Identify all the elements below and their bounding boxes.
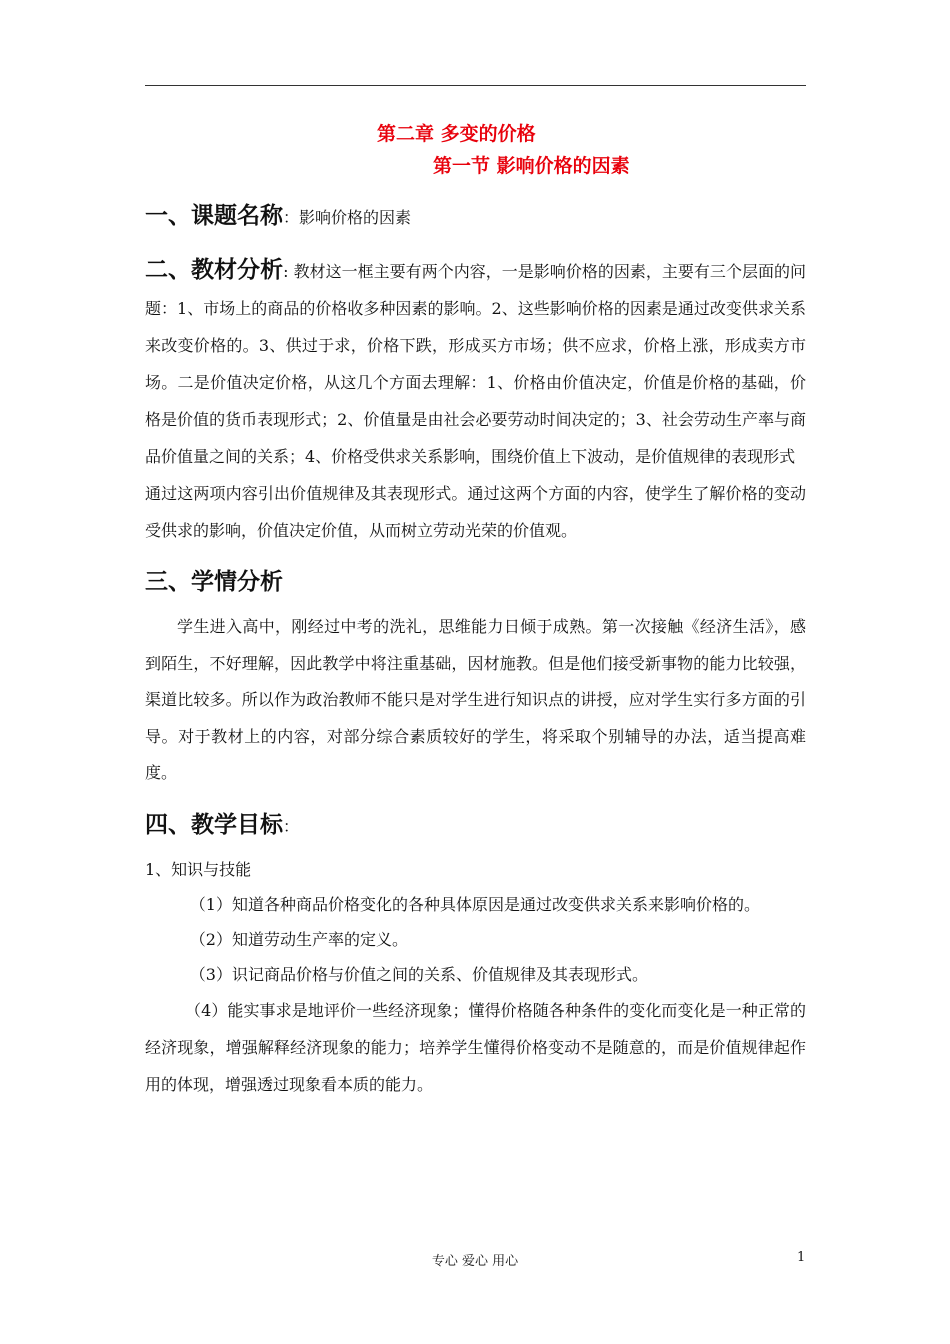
section-2	[145, 252, 806, 549]
header-rule	[145, 85, 806, 86]
section-1-heading: 一、课题名称	[145, 203, 283, 229]
section-4-heading: 四、教学目标	[145, 811, 283, 838]
section-4-colon: ：	[283, 816, 300, 836]
section-2-paragraph-2: 通过这两项内容引出价值规律及其表现形式。通过这两个方面的内容，使学生了解价格的变动受供求的影响，价值决定价值，从而树立劳动光荣的价值观。	[145, 484, 806, 540]
section-title: 第一节 影响价格的因素	[433, 155, 630, 177]
objective-item-4: （4）能实事求是地评价一些经济现象；懂得价格随各种条件的变化而变化是一种正常的经济现象，增强解释经济现象的能力；培养学生懂得价格变动不是随意的，而是价值规律起作用的体现，增强透过现象看本质的能力。	[145, 1000, 806, 1094]
section-2-text: : 教材这一框主要有两个内容，一是影响价格的因素，主要有三个层面的问题：1、市场上的商品的价格收多种因素的影响。2、这些影响价格的因素是通过改变供求关系来改变价格的。3、供过于求，价格下跌，形成买方市场；供不应求，价格上涨，形成卖方市场。二是价值决定价格，从这几个方面去理解：1、价格由价值决定，价值是价格的基础，价格是价值的货币表现形式；2、价值量是由社会必要劳动时间决定的；3、社会劳动生产率与商品价值量之间的关系；4、价格受供求关系影响，围绕价值上下波动，是价值规律的表现形式	[145, 262, 807, 466]
page-number: 1	[797, 1250, 806, 1265]
section-3-heading: 三、学情分析	[145, 569, 283, 595]
section-2-heading: 二、教材分析	[145, 257, 284, 283]
section-2-paragraph	[145, 252, 806, 475]
section-3-heading-line	[145, 557, 806, 609]
chapter-title: 第二章 多变的价格	[377, 123, 536, 145]
section-4-sub-1: 1、知识与技能	[145, 859, 252, 879]
objective-item-2: （2）知道劳动生产率的定义。	[189, 929, 408, 949]
objective-item-1: （1）知道各种商品价格变化的各种具体原因是通过改变供求关系来影响价格的。	[189, 894, 760, 914]
objective-item-3: （3）识记商品价格与价值之间的关系、价值规律及其表现形式。	[189, 964, 648, 984]
document-body	[145, 118, 806, 1103]
page-footer	[0, 1250, 950, 1270]
section-3-paragraph: 学生进入高中，刚经过中考的洗礼，思维能力日倾于成熟。第一次接触《经济生活》，感到陌生，不好理解，因此教学中将注重基础，因材施教。但是他们接受新事物的能力比较强，渠道比较多。所以作为政治教师不能只是对学生进行知识点的讲授，应对学生实行多方面的引导。对于教材上的内容，对部分综合素质较好的学生，将采取个别辅导的办法，适当提高难度。	[145, 617, 806, 782]
section-4-heading-line	[145, 800, 806, 852]
footer-motto: 专心 爱心 用心	[431, 1254, 519, 1269]
section-1-text: ：影响价格的因素	[283, 208, 412, 227]
section-1	[145, 196, 806, 238]
